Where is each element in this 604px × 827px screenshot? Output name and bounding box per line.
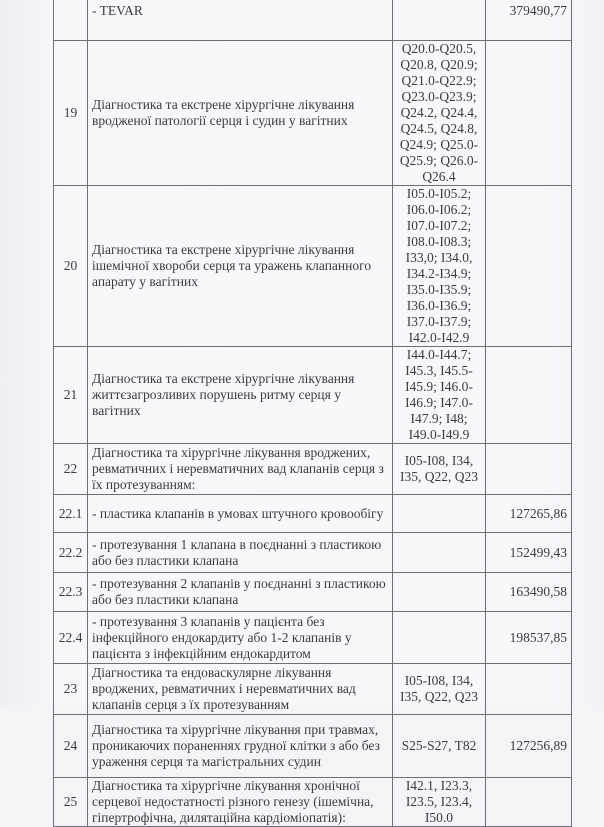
row-number: 20 [54, 186, 88, 347]
price [486, 444, 572, 495]
service-name: - протезування 2 клапанів у поєднанні з пластикою або без пластики клапана [88, 573, 393, 612]
price: 198537,85 [486, 612, 572, 664]
service-name: Діагностика та екстрене хірургічне лікування вродженої патології серця і судин у вагітних [88, 41, 393, 186]
service-name: Діагностика та екстрене хірургічне лікування ішемічної хвороби серця та уражень клапанного апарату у вагітних [88, 186, 393, 347]
service-name: Діагностика та хірургічне лікування при травмах, проникаючих пораненнях грудної клітки з або без ураження серця та магістральних судин [88, 715, 393, 778]
icd-codes: I05.0-I05.2; I06.0-I06.2; I07.0-I07.2; I08.0-I08.3; I33,0; I34.0, I34.2-I34.9; I35.0-I35.9; I36.0-I36.9; I37.0-I37.9; I42.0-I42.9 [393, 186, 486, 347]
table-row [54, 186, 572, 347]
icd-codes [393, 533, 486, 573]
service-name: Діагностика та хірургічне лікування вроджених, ревматичних і неревматичних вад клапанів серця з їх протезуванням: [88, 444, 393, 495]
price: 127256,89 [486, 715, 572, 778]
icd-codes: I42.1, I23.3, I23.5, I23.4, I50.0 [393, 778, 486, 827]
service-name: - пластика клапанів в умовах штучного кровообігу [88, 495, 393, 533]
icd-codes: S25-S27, T82 [393, 715, 486, 778]
icd-codes: I44.0-I44.7; I45.3, I45.5-I45.9; I46.0-I46.9; I47.0-I47.9; I48; I49.0-I49.9 [393, 347, 486, 444]
price [486, 186, 572, 347]
row-number: 22.4 [54, 612, 88, 664]
row-number: 22.1 [54, 495, 88, 533]
service-name: - TEVAR [88, 0, 393, 41]
table-row [54, 0, 572, 41]
icd-codes: I05-I08, I34, I35, Q22, Q23 [393, 664, 486, 715]
row-number: 22.2 [54, 533, 88, 573]
price: 379490,77 [486, 0, 572, 41]
price [486, 41, 572, 186]
row-number: 22 [54, 444, 88, 495]
price [486, 664, 572, 715]
service-name: - протезування 1 клапана в поєднанні з пластикою або без пластики клапана [88, 533, 393, 573]
table-row [54, 444, 572, 495]
table-row [54, 778, 572, 827]
row-number: 25 [54, 778, 88, 827]
icd-codes [393, 495, 486, 533]
service-name: Діагностика та ендоваскулярне лікування вроджених, ревматичних і неревматичних вад клапанів серця з їх протезуванням [88, 664, 393, 715]
price [486, 347, 572, 444]
table-row [54, 664, 572, 715]
icd-codes [393, 612, 486, 664]
table-row [54, 573, 572, 612]
row-number: 23 [54, 664, 88, 715]
table-row [54, 347, 572, 444]
table-row [54, 715, 572, 778]
price: 163490,58 [486, 573, 572, 612]
row-number: 24 [54, 715, 88, 778]
price: 152499,43 [486, 533, 572, 573]
service-name: - протезування 3 клапанів у пацієнта без інфекційного ендокардиту або 1-2 клапанів у пацієнта з інфекційним ендокардитом [88, 612, 393, 664]
icd-codes [393, 0, 486, 41]
price [486, 778, 572, 827]
tariff-table [53, 0, 572, 827]
service-name: Діагностика та хірургічне лікування хронічної серцевої недостатності різного генезу (ішемічна, гіпертрофічна, дилятаційна кардіоміопатія): [88, 778, 393, 827]
row-number: 21 [54, 347, 88, 444]
price: 127265,86 [486, 495, 572, 533]
table-row [54, 612, 572, 664]
table-row [54, 495, 572, 533]
icd-codes: I05-I08, I34, I35, Q22, Q23 [393, 444, 486, 495]
service-name: Діагностика та екстрене хірургічне лікування життєзагрозливих порушень ритму серця у вагітних [88, 347, 393, 444]
table-row [54, 533, 572, 573]
row-number: 19 [54, 41, 88, 186]
row-number [54, 0, 88, 41]
icd-codes: Q20.0-Q20.5, Q20.8, Q20.9; Q21.0-Q22.9; Q23.0-Q23.9; Q24.2, Q24.4, Q24.5, Q24.8, Q24.9; Q25.0-Q25.9; Q26.0-Q26.4 [393, 41, 486, 186]
icd-codes [393, 573, 486, 612]
table-row [54, 41, 572, 186]
row-number: 22.3 [54, 573, 88, 612]
